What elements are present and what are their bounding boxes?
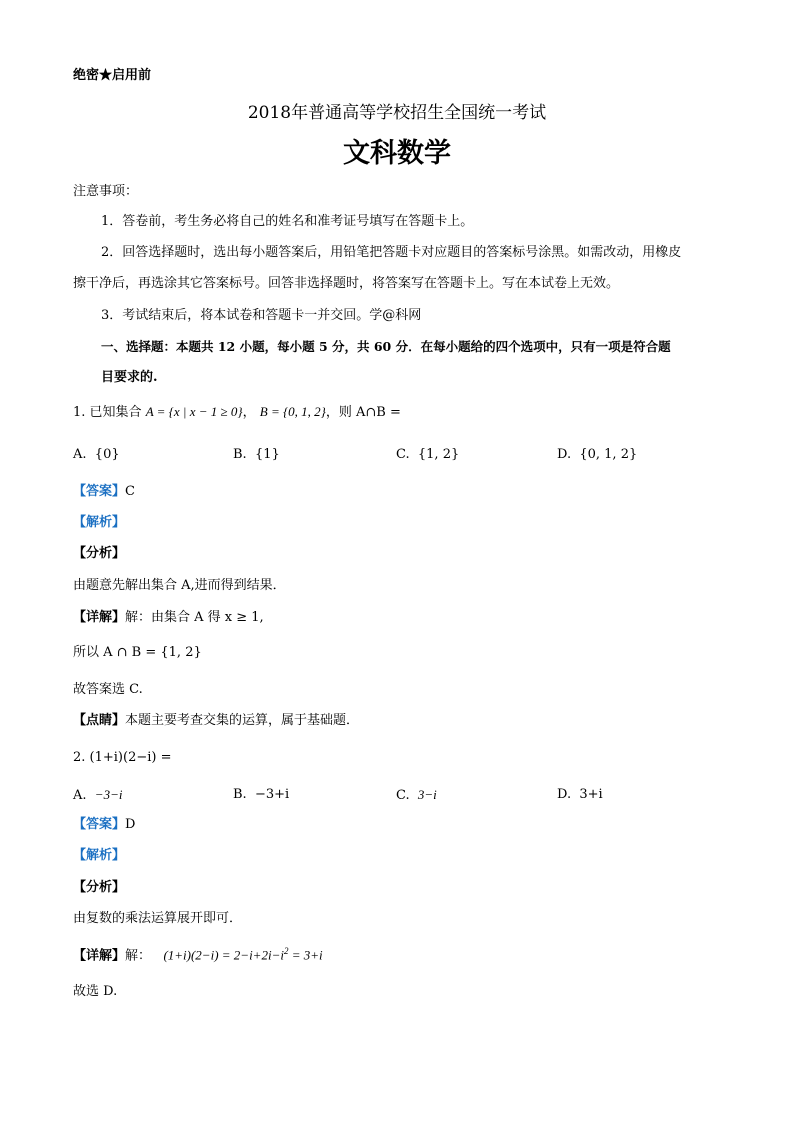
q1-option-a bbox=[73, 447, 120, 463]
q1-stem bbox=[73, 404, 401, 421]
q2-option-d-value: 3+i bbox=[579, 787, 603, 802]
q1-option-c-value: {1, 2} bbox=[417, 447, 460, 462]
q1-comment-tag: 【点睛】 bbox=[73, 713, 126, 728]
q1-option-d bbox=[557, 447, 637, 463]
q2-fenxi-tag: 【分析】 bbox=[73, 880, 126, 895]
q1-detail-tag: 【详解】 bbox=[73, 610, 126, 625]
q1-option-d-value: {0, 1, 2} bbox=[579, 447, 638, 462]
q1-option-d-label: D. bbox=[557, 447, 572, 462]
q1-prefix: 1. 已知集合 bbox=[73, 405, 142, 420]
q2-option-a-value: −3−i bbox=[94, 787, 123, 802]
q2-analysis-tag: 【解析】 bbox=[73, 848, 126, 863]
q1-answer bbox=[73, 484, 135, 500]
q2-detail-tag: 【详解】 bbox=[73, 948, 126, 964]
q1-option-c bbox=[396, 447, 459, 463]
q2-detail-prefix: 解： bbox=[125, 948, 152, 964]
q2-answer bbox=[73, 817, 135, 833]
q1-detail-text: 解：由集合 A 得 x ≥ 1, bbox=[125, 610, 264, 625]
q1-option-b bbox=[233, 447, 280, 463]
q1-question: ，则 A∩B = bbox=[325, 405, 401, 420]
q1-set-b: B = {0, 1, 2} bbox=[259, 404, 326, 419]
q1-fenxi-tag: 【分析】 bbox=[73, 546, 126, 561]
section-heading-line-1: 一、选择题：本题共 12 小题，每小题 5 分，共 60 分．在每小题给的四个选项中，只有一项是符合题 bbox=[101, 339, 671, 354]
notice-heading: 注意事项： bbox=[73, 184, 139, 199]
q1-comment-text: 本题主要考查交集的运算，属于基础题． bbox=[125, 713, 360, 728]
q2-choose: 故选 D. bbox=[73, 984, 118, 999]
q1-comment bbox=[73, 713, 359, 729]
notice-item-1: 1．答卷前，考生务必将自己的姓名和准考证号填写在答题卡上。 bbox=[101, 214, 474, 229]
q2-option-b bbox=[233, 787, 289, 803]
q2-option-a bbox=[73, 787, 122, 804]
q2-option-c bbox=[396, 787, 437, 804]
q2-option-a-label: A. bbox=[73, 788, 87, 803]
q1-answer-tag: 【答案】 bbox=[73, 484, 126, 499]
q2-answer-tag: 【答案】 bbox=[73, 817, 126, 832]
q1-comma: ， bbox=[242, 405, 256, 420]
q2-option-b-value: −3+i bbox=[254, 787, 290, 802]
q2-option-b-label: B. bbox=[233, 787, 247, 802]
q1-answer-value: C bbox=[125, 484, 135, 499]
notice-item-2-line-2: 擦干净后，再选涂其它答案标号。回答非选择题时，将答案写在答题卡上。写在本试卷上无效。 bbox=[73, 276, 620, 291]
q2-answer-value: D bbox=[125, 817, 136, 832]
notice-item-3: 3．考试结束后，将本试卷和答题卡一并交回。学@科网 bbox=[101, 308, 422, 323]
subject-title: 文科数学 bbox=[343, 138, 451, 169]
q1-so: 所以 A ∩ B = {1, 2} bbox=[73, 645, 202, 660]
q2-detail-result: = 3+i bbox=[288, 947, 323, 963]
exam-title: 2018年普通高等学校招生全国统一考试 bbox=[247, 103, 547, 123]
q2-detail bbox=[73, 946, 323, 964]
q2-option-d bbox=[557, 787, 603, 803]
q1-option-a-value: {0} bbox=[94, 447, 120, 462]
notice-item-2-line-1: 2．回答选择题时，选出每小题答案后，用铅笔把答题卡对应题目的答案标号涂黑。如需改动，用橡皮 bbox=[101, 245, 682, 260]
q2-option-c-value: 3−i bbox=[417, 787, 437, 802]
section-heading-line-2: 目要求的. bbox=[101, 370, 158, 385]
q2-detail-expression: (1+i)(2−i) = 2−i+2i−i bbox=[163, 947, 284, 963]
q1-option-b-value: {1} bbox=[254, 447, 280, 462]
q2-detail-exponent: 2 bbox=[283, 946, 289, 956]
q1-option-c-label: C. bbox=[396, 447, 410, 462]
q2-fenxi-text: 由复数的乘法运算展开即可． bbox=[73, 911, 243, 926]
q1-choose: 故答案选 C. bbox=[73, 682, 143, 697]
q1-set-a: A = {x | x − 1 ≥ 0} bbox=[145, 404, 243, 419]
q2-option-c-label: C. bbox=[396, 788, 410, 803]
confidential-mark: 绝密★启用前 bbox=[73, 68, 152, 83]
q2-stem: 2. (1+i)(2−i) = bbox=[73, 750, 172, 765]
q1-fenxi-text: 由题意先解出集合 A,进而得到结果． bbox=[73, 578, 286, 593]
q1-detail bbox=[73, 610, 264, 626]
q1-option-b-label: B. bbox=[233, 447, 247, 462]
q1-option-a-label: A. bbox=[73, 447, 87, 462]
q1-analysis-tag: 【解析】 bbox=[73, 515, 126, 530]
q2-option-d-label: D. bbox=[557, 787, 572, 802]
